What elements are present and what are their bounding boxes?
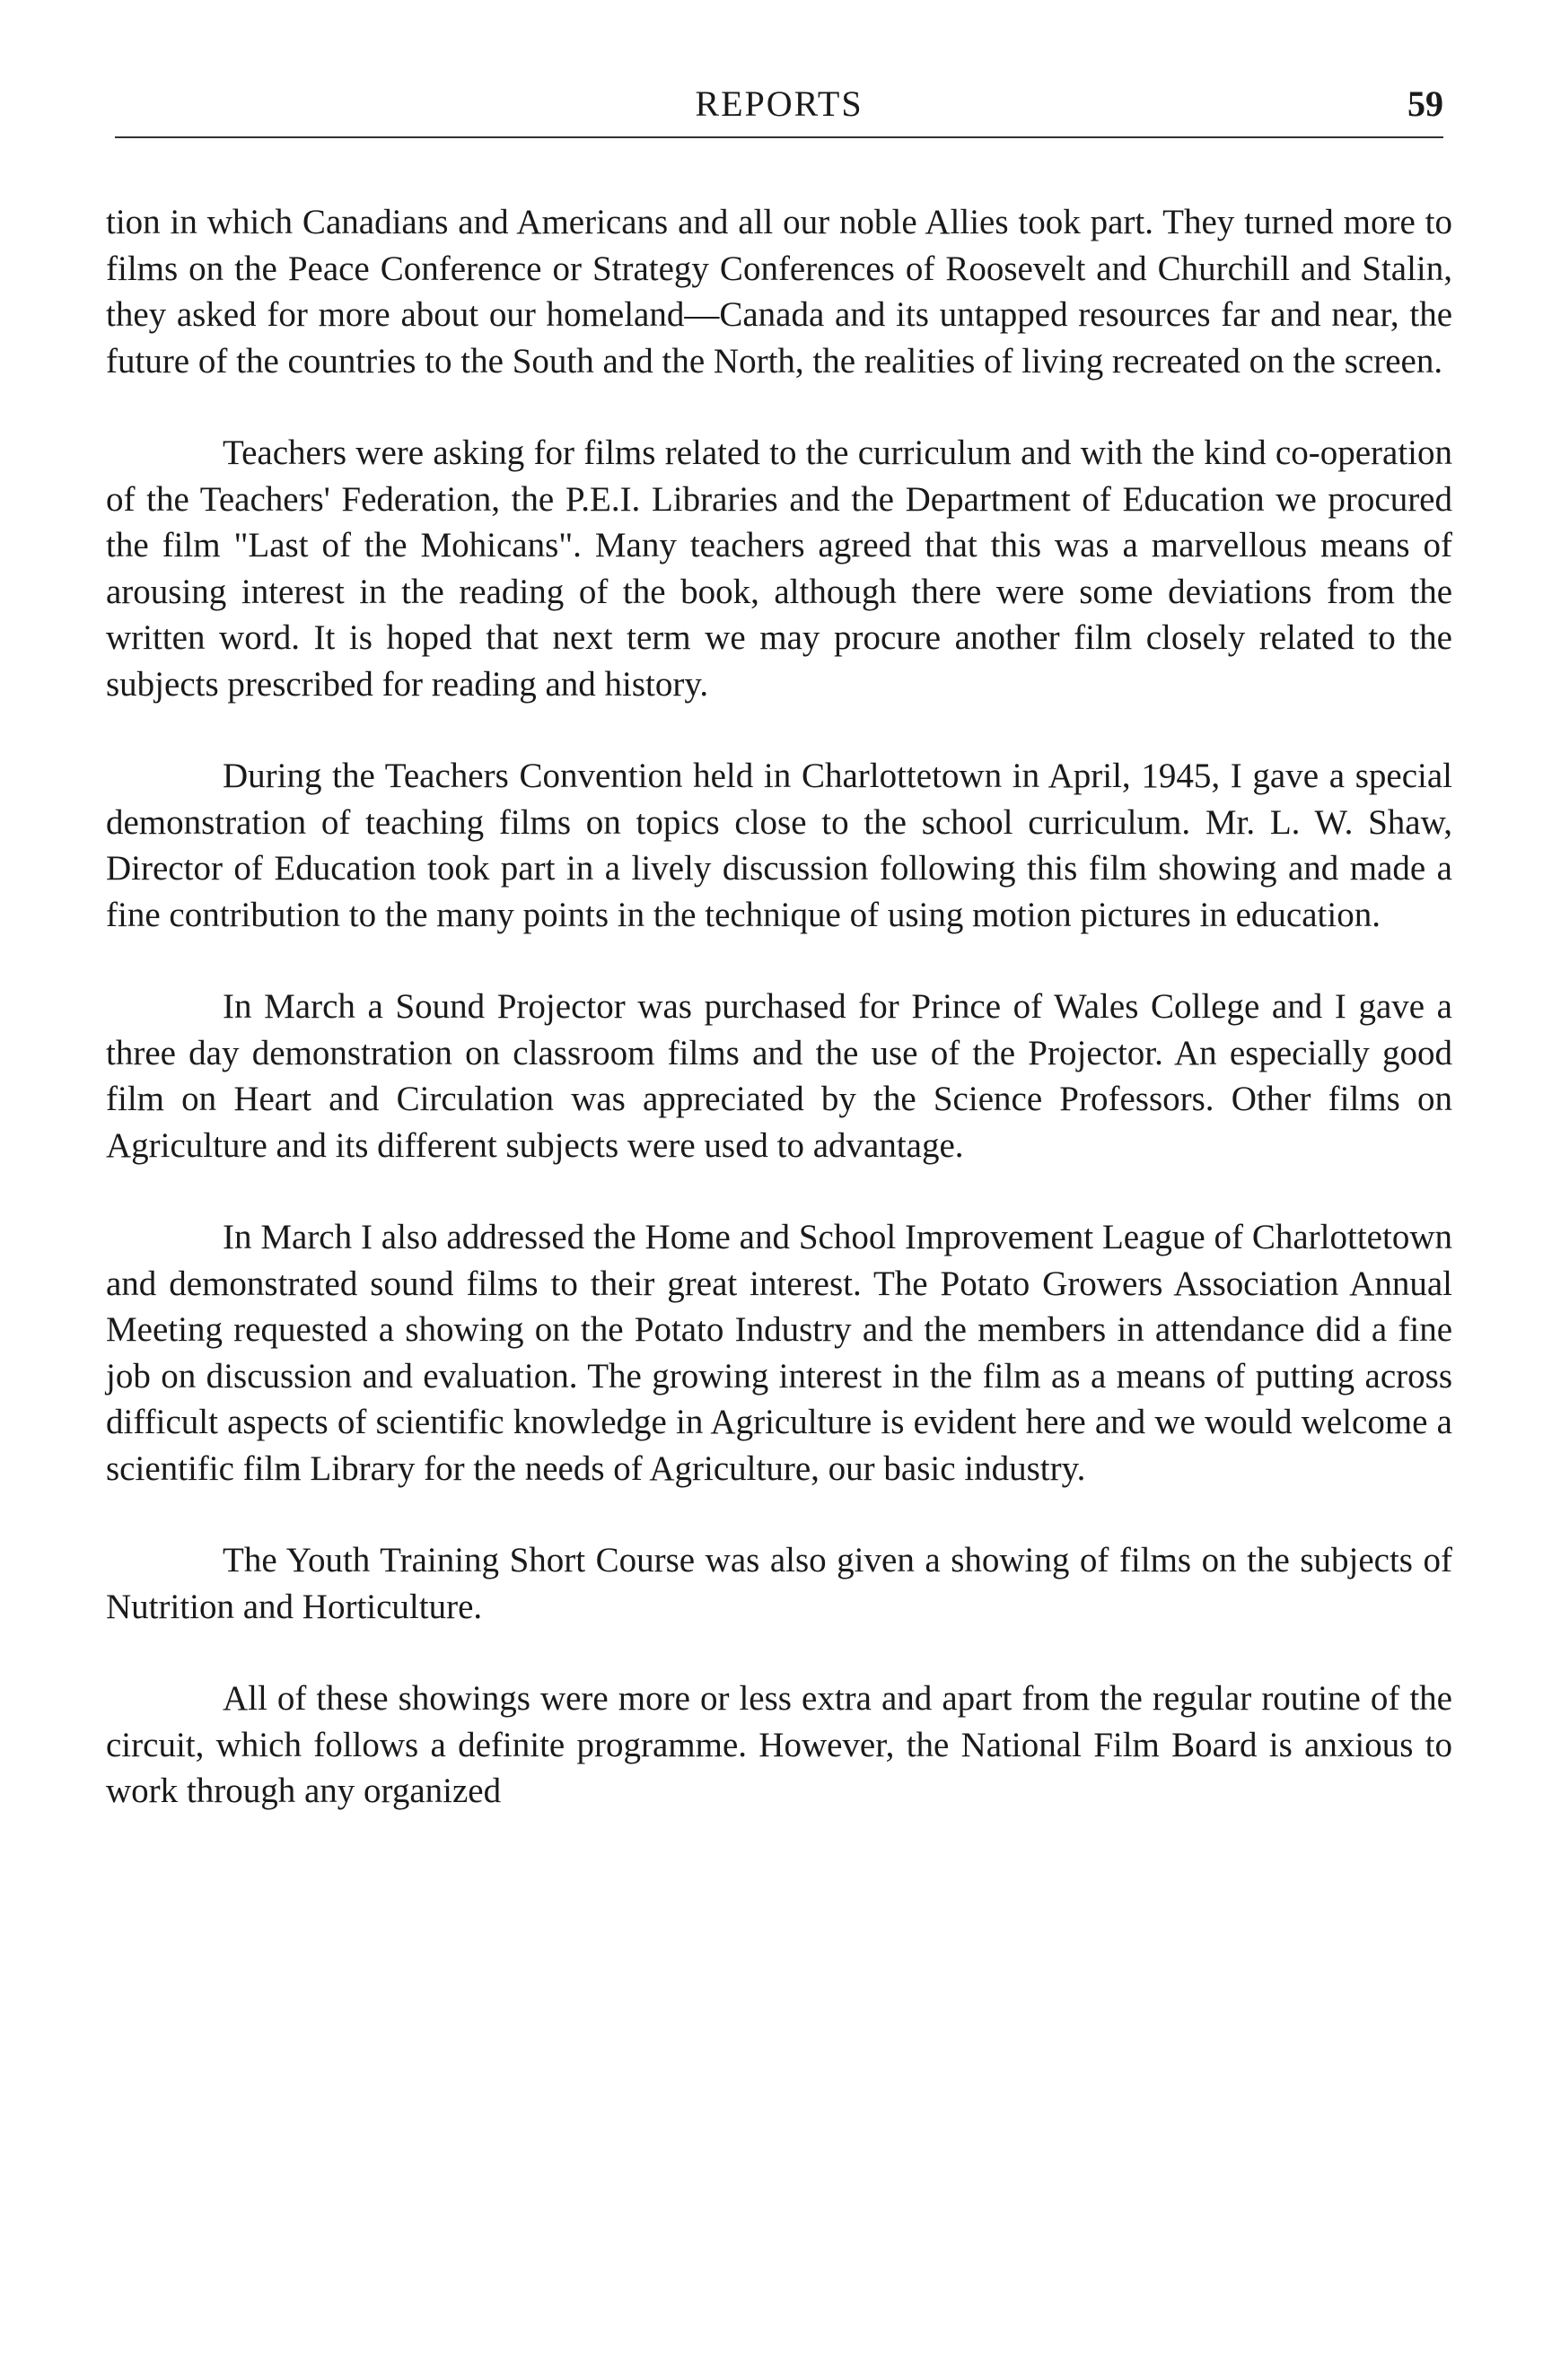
paragraph-4: In March a Sound Projector was purchased for Prince of Wales College and I gave a three day demonstration on classroom films and the use of the Projector. An especially good film on Heart and Circulation was appreciated by the Science Professors. Other films on Agriculture and its different subjects were used to advantage. (106, 987, 1452, 1165)
paragraph-6: The Youth Training Short Course was also given a showing of films on the subjects of Nutrition and Horticulture. (106, 1541, 1452, 1626)
body-text (106, 199, 1452, 1815)
paragraph-1: tion in which Canadians and Americans and all our noble Allies took part. They turned more to films on the Peace Conference or Strategy Conferences of Roosevelt and Churchill and Stalin, they asked for more about our homeland—Canada and its untapped resources far and near, the future of the countries to the South and the North, the realities of living recreated on the screen. (106, 203, 1452, 381)
paragraph-5: In March I also addressed the Home and School Improvement League of Charlottetown and demonstrated sound films to their great interest. The Potato Growers Association Annual Meeting requested a showing on the Potato Industry and the members in attendance did a fine job on discussion and evaluation. The growing interest in the film as a means of putting across difficult aspects of scientific knowledge in Agriculture is evident here and we would welcome a scientific film Library for the needs of Agriculture, our basic industry. (106, 1218, 1452, 1488)
paragraph-7: All of these showings were more or less extra and apart from the regular routine of the circuit, which follows a definite programme. However, the National Film Board is anxious to work through any organized (106, 1679, 1452, 1810)
page-number: 59 (1407, 83, 1443, 124)
paragraph-2: Teachers were asking for films related to the curriculum and with the kind co-operation of the Teachers' Federation, the P.E.I. Libraries and the Department of Education we procured the film "Last of the Mohicans". Many teachers agreed that this was a marvellous means of arousing interest in the reading of the book, although there were some deviations from the written word. It is hoped that next term we may procure another film closely related to the subjects prescribed for reading and history. (106, 433, 1452, 704)
header-title: REPORTS (695, 83, 864, 124)
paragraph-3: During the Teachers Convention held in Charlottetown in April, 1945, I gave a special demonstration of teaching films on topics close to the school curriculum. Mr. L. W. Shaw, Director of Education took part in a lively discussion following this film showing and made a fine contribution to the many points in the technique of using motion pictures in education. (106, 757, 1452, 934)
running-header (115, 83, 1443, 136)
header-rule (115, 136, 1443, 138)
